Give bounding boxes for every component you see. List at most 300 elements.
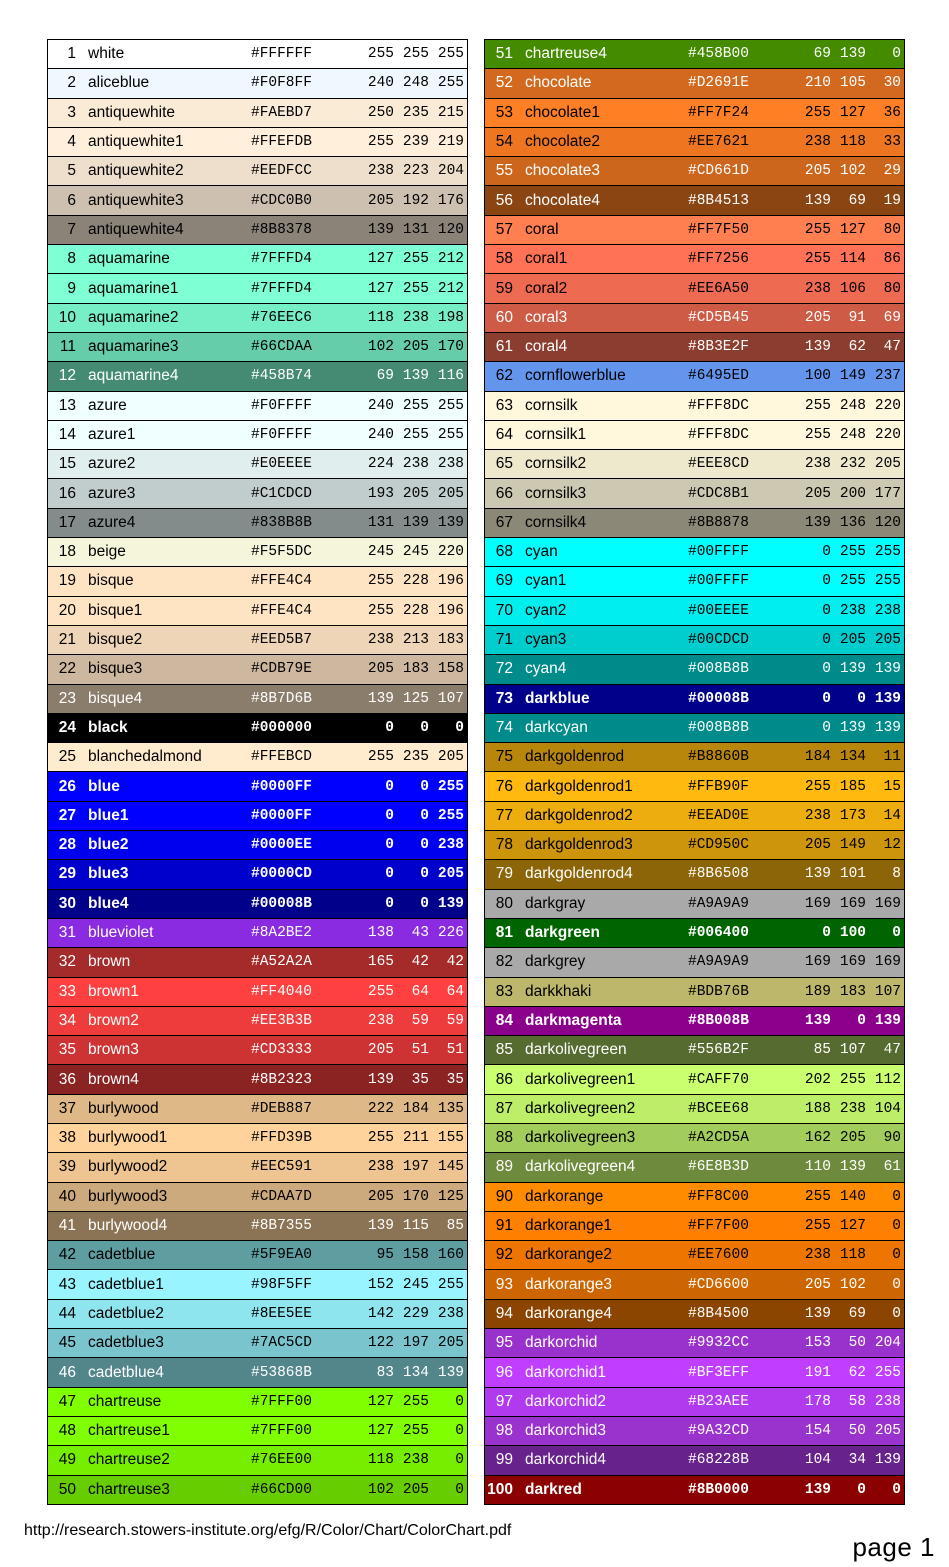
color-index: 59 (495, 279, 513, 297)
color-rgb (347, 632, 467, 648)
color-name: chartreuse3 (88, 1480, 170, 1498)
color-hex: #66CD00 (251, 1481, 312, 1498)
color-index: 64 (495, 426, 513, 443)
color-b: 33 (883, 134, 901, 151)
color-g: 107 (839, 1042, 866, 1059)
color-name: azure3 (88, 484, 136, 502)
color-name: brown (88, 953, 131, 971)
color-name: cyan4 (525, 660, 567, 678)
color-g: 211 (402, 1130, 429, 1147)
color-name: azure2 (88, 455, 136, 473)
color-g: 205 (402, 1481, 429, 1498)
color-hex: #EE6A50 (688, 280, 749, 297)
color-name: chocolate4 (525, 191, 600, 209)
color-hex: #8B008B (688, 1012, 749, 1029)
color-hex: #68228B (688, 1452, 749, 1469)
color-hex: #DEB887 (251, 1100, 312, 1117)
color-rgb (784, 456, 904, 472)
color-r: 152 (367, 1276, 394, 1293)
color-hex: #F5F5DC (251, 544, 312, 561)
color-g: 197 (402, 1335, 429, 1352)
color-r: 139 (804, 192, 831, 209)
color-index: 46 (58, 1363, 76, 1381)
color-hex: #008B8B (688, 719, 749, 736)
color-index: 68 (495, 543, 513, 561)
color-index: 69 (495, 572, 513, 590)
color-index: 95 (495, 1334, 513, 1352)
color-b: 255 (437, 1276, 464, 1293)
color-b: 205 (437, 485, 464, 502)
color-r: 240 (367, 397, 394, 414)
color-index: 100 (487, 1480, 513, 1498)
color-index: 35 (58, 1041, 76, 1059)
color-b: 139 (874, 1452, 901, 1469)
color-row (48, 890, 467, 918)
color-name: azure4 (88, 513, 136, 531)
color-b: 15 (883, 778, 901, 795)
color-rgb (347, 1394, 467, 1410)
color-table-right (484, 39, 905, 1505)
color-rgb (784, 1101, 904, 1117)
color-name: chocolate1 (525, 103, 600, 121)
color-r: 85 (813, 1042, 831, 1059)
color-rgb (347, 1482, 467, 1498)
color-r: 0 (822, 602, 831, 619)
color-row (48, 333, 467, 361)
color-r: 127 (367, 280, 394, 297)
color-rgb (784, 573, 904, 589)
color-r: 205 (367, 661, 394, 678)
color-rgb (784, 749, 904, 765)
color-row (48, 245, 467, 273)
color-b: 139 (874, 690, 901, 707)
color-g: 106 (839, 280, 866, 297)
color-g: 0 (420, 778, 429, 795)
color-b: 29 (883, 163, 901, 180)
color-g: 139 (839, 719, 866, 736)
color-g: 0 (420, 866, 429, 883)
color-name: chocolate2 (525, 133, 600, 151)
color-r: 193 (367, 485, 394, 502)
color-b: 64 (446, 983, 464, 1000)
color-name: blue3 (88, 865, 129, 883)
color-row (48, 567, 467, 595)
color-row (485, 40, 904, 68)
color-rgb (784, 866, 904, 882)
color-index: 90 (495, 1187, 513, 1205)
color-hex: #EEAD0E (688, 807, 749, 824)
color-rgb (784, 339, 904, 355)
color-row (48, 714, 467, 742)
color-g: 255 (839, 544, 866, 561)
color-rgb (784, 1452, 904, 1468)
color-row (485, 1124, 904, 1152)
color-row (48, 1036, 467, 1064)
color-r: 139 (804, 339, 831, 356)
color-r: 255 (804, 427, 831, 443)
color-rgb (784, 486, 904, 502)
color-row (48, 831, 467, 859)
color-r: 139 (367, 1218, 394, 1235)
color-index: 75 (495, 748, 513, 766)
color-b: 0 (892, 925, 901, 942)
color-rgb (784, 251, 904, 267)
color-rgb (784, 1130, 904, 1146)
color-b: 238 (437, 456, 464, 473)
color-rgb (784, 1394, 904, 1410)
color-hex: #00FFFF (688, 544, 749, 561)
color-index: 55 (495, 162, 513, 180)
color-hex: #A9A9A9 (688, 954, 749, 971)
color-rgb (347, 720, 467, 736)
color-index: 71 (495, 631, 513, 649)
color-r: 0 (385, 866, 394, 883)
color-g: 0 (420, 807, 429, 824)
color-g: 69 (848, 1305, 866, 1322)
color-index: 51 (495, 45, 513, 63)
color-index: 53 (495, 103, 513, 121)
color-name: aquamarine2 (88, 308, 179, 326)
color-r: 69 (376, 368, 394, 385)
color-row (48, 304, 467, 332)
color-g: 0 (420, 837, 429, 854)
color-row (485, 1212, 904, 1240)
color-g: 139 (839, 46, 866, 63)
color-g: 64 (411, 983, 429, 1000)
color-name: aquamarine (88, 250, 170, 268)
color-hex: #00008B (251, 895, 312, 912)
color-row (485, 919, 904, 947)
color-row (48, 40, 467, 68)
color-g: 43 (411, 925, 429, 942)
color-g: 127 (839, 221, 866, 238)
color-g: 255 (402, 427, 429, 443)
color-rgb (784, 1482, 904, 1498)
color-index: 36 (58, 1070, 76, 1088)
color-name: blue4 (88, 894, 129, 912)
color-g: 205 (402, 485, 429, 502)
color-index: 60 (495, 308, 513, 326)
color-b: 204 (874, 1335, 901, 1352)
color-hex: #FFE4C4 (251, 573, 312, 590)
color-hex: #FF7F50 (688, 221, 749, 238)
color-row (48, 538, 467, 566)
color-name: burlywood1 (88, 1129, 168, 1147)
color-row (485, 421, 904, 449)
color-b: 220 (874, 397, 901, 414)
color-hex: #8B8878 (688, 514, 749, 531)
color-name: brown2 (88, 1011, 139, 1029)
color-r: 104 (804, 1452, 831, 1469)
color-r: 154 (804, 1423, 831, 1440)
color-index: 86 (495, 1070, 513, 1088)
color-hex: #76EE00 (251, 1452, 312, 1469)
color-rgb (347, 281, 467, 297)
color-g: 139 (839, 1159, 866, 1176)
color-g: 0 (420, 895, 429, 912)
color-index: 31 (58, 924, 76, 942)
color-index: 34 (58, 1011, 76, 1029)
color-r: 205 (367, 192, 394, 209)
color-b: 80 (883, 221, 901, 238)
color-index: 49 (58, 1451, 76, 1469)
color-hex: #6E8B3D (688, 1159, 749, 1176)
color-row (48, 1300, 467, 1328)
color-row (48, 1388, 467, 1416)
color-index: 62 (495, 367, 513, 385)
color-index: 12 (58, 367, 76, 385)
color-index: 13 (58, 396, 76, 414)
color-b: 0 (455, 719, 464, 736)
color-name: darkmagenta (525, 1011, 622, 1029)
color-index: 38 (58, 1129, 76, 1147)
color-index: 2 (67, 74, 76, 92)
color-hex: #F0F8FF (251, 75, 312, 92)
color-hex: #8A2BE2 (251, 925, 312, 942)
color-hex: #7FFFD4 (251, 280, 312, 297)
color-hex: #CD5B45 (688, 309, 749, 326)
color-hex: #EE7621 (688, 134, 749, 151)
color-r: 238 (804, 807, 831, 824)
color-rgb (347, 1072, 467, 1088)
color-rgb (347, 163, 467, 179)
color-rgb (784, 515, 904, 531)
color-rgb (347, 515, 467, 531)
color-index: 54 (495, 133, 513, 151)
color-hex: #8B4513 (688, 192, 749, 209)
color-b: 36 (883, 104, 901, 121)
color-g: 105 (839, 75, 866, 92)
color-hex: #CDC8B1 (688, 485, 749, 502)
color-row (485, 450, 904, 478)
color-g: 134 (839, 749, 866, 766)
color-r: 122 (367, 1335, 394, 1352)
color-row (485, 157, 904, 185)
color-row (48, 216, 467, 244)
color-r: 245 (367, 544, 394, 561)
color-g: 205 (839, 632, 866, 649)
color-name: azure1 (88, 426, 136, 443)
color-name: darkorange4 (525, 1304, 613, 1322)
color-b: 0 (892, 46, 901, 63)
color-rgb (347, 837, 467, 853)
color-r: 165 (367, 954, 394, 971)
color-row (485, 743, 904, 771)
color-r: 250 (367, 104, 394, 121)
color-index: 26 (58, 777, 76, 795)
color-g: 115 (402, 1218, 429, 1235)
color-g: 255 (402, 397, 429, 414)
color-index: 9 (67, 279, 76, 297)
color-rgb (784, 1365, 904, 1381)
color-rgb (347, 1159, 467, 1175)
color-g: 228 (402, 602, 429, 619)
color-rgb (347, 1218, 467, 1234)
color-row (485, 978, 904, 1006)
color-name: brown4 (88, 1070, 139, 1088)
page-number: page 1 (852, 1532, 935, 1562)
color-row (48, 1007, 467, 1035)
color-r: 255 (367, 983, 394, 1000)
color-index: 1 (67, 45, 76, 63)
color-rgb (347, 544, 467, 560)
color-index: 72 (495, 660, 513, 678)
color-index: 99 (495, 1451, 513, 1469)
color-row (485, 1446, 904, 1474)
color-row (485, 1300, 904, 1328)
color-g: 184 (402, 1100, 429, 1117)
color-rgb (784, 1277, 904, 1293)
color-row (485, 890, 904, 918)
color-b: 0 (892, 1276, 901, 1293)
color-hex: #FF4040 (251, 983, 312, 1000)
color-index: 22 (58, 660, 76, 678)
color-row (48, 978, 467, 1006)
color-name: darkgoldenrod2 (525, 806, 633, 824)
color-rgb (784, 310, 904, 326)
color-g: 185 (839, 778, 866, 795)
color-g: 235 (402, 104, 429, 121)
color-rgb (347, 1423, 467, 1439)
color-rgb (347, 1189, 467, 1205)
color-index: 61 (495, 338, 513, 356)
color-name: darkolivegreen4 (525, 1158, 636, 1176)
color-g: 192 (402, 192, 429, 209)
color-r: 83 (376, 1364, 394, 1381)
color-row (48, 919, 467, 947)
color-row (485, 567, 904, 595)
color-g: 0 (420, 719, 429, 736)
color-rgb (784, 808, 904, 824)
color-row (48, 362, 467, 390)
color-b: 238 (437, 837, 464, 854)
color-name: black (88, 718, 128, 736)
color-r: 255 (367, 602, 394, 619)
color-hex: #F0FFFF (251, 397, 312, 414)
color-index: 28 (58, 836, 76, 854)
color-row (485, 831, 904, 859)
color-hex: #8B2323 (251, 1071, 312, 1088)
color-g: 200 (839, 485, 866, 502)
color-rgb (784, 691, 904, 707)
color-hex: #CDAA7D (251, 1188, 312, 1205)
color-rgb (784, 1247, 904, 1263)
color-index: 40 (58, 1187, 76, 1205)
color-r: 238 (804, 456, 831, 473)
color-b: 0 (455, 1452, 464, 1469)
color-name: cornflowerblue (525, 367, 626, 385)
color-rgb (784, 1335, 904, 1351)
color-r: 188 (804, 1100, 831, 1117)
color-g: 170 (402, 1188, 429, 1205)
color-name: chartreuse4 (525, 45, 607, 63)
color-hex: #FFB90F (688, 778, 749, 795)
color-row (48, 685, 467, 713)
color-b: 0 (455, 1481, 464, 1498)
color-r: 162 (804, 1130, 831, 1147)
color-row (48, 1329, 467, 1357)
color-name: darkorange1 (525, 1217, 613, 1235)
color-name: darkolivegreen3 (525, 1129, 636, 1147)
color-r: 205 (367, 1188, 394, 1205)
color-row (48, 1446, 467, 1474)
color-hex: #66CDAA (251, 339, 312, 356)
color-hex: #8B7355 (251, 1218, 312, 1235)
color-b: 104 (874, 1100, 901, 1117)
color-b: 205 (874, 1423, 901, 1440)
color-hex: #FFD39B (251, 1130, 312, 1147)
color-r: 139 (804, 1481, 831, 1498)
color-r: 139 (367, 1071, 394, 1088)
color-b: 120 (437, 221, 464, 238)
color-row (485, 1183, 904, 1211)
color-hex: #9A32CD (688, 1423, 749, 1440)
color-g: 134 (402, 1364, 429, 1381)
color-r: 127 (367, 251, 394, 268)
color-name: burlywood4 (88, 1217, 168, 1235)
color-rgb (347, 105, 467, 121)
color-rgb (347, 1042, 467, 1058)
color-b: 212 (437, 251, 464, 268)
color-hex: #00CDCD (688, 632, 749, 649)
color-index: 82 (495, 953, 513, 971)
color-r: 224 (367, 456, 394, 473)
color-b: 255 (437, 427, 464, 443)
color-rgb (347, 193, 467, 209)
color-hex: #000000 (251, 719, 312, 736)
color-name: darkorange3 (525, 1275, 613, 1293)
color-hex: #0000FF (251, 778, 312, 795)
color-g: 238 (839, 602, 866, 619)
color-name: antiquewhite (88, 103, 176, 121)
color-hex: #CD6600 (688, 1276, 749, 1293)
color-g: 238 (402, 456, 429, 473)
color-r: 127 (367, 1393, 394, 1410)
color-rgb (347, 368, 467, 384)
color-row (48, 655, 467, 683)
color-r: 139 (804, 1305, 831, 1322)
color-row (48, 274, 467, 302)
color-g: 169 (839, 895, 866, 912)
color-name: aquamarine3 (88, 338, 179, 356)
color-b: 177 (874, 485, 901, 502)
color-g: 248 (402, 75, 429, 92)
color-b: 120 (874, 514, 901, 531)
color-b: 183 (437, 632, 464, 649)
color-index: 77 (495, 806, 513, 824)
color-b: 80 (883, 280, 901, 297)
color-name: darkgray (525, 894, 586, 912)
color-name: blue (88, 777, 120, 795)
color-rgb (347, 573, 467, 589)
color-index: 76 (495, 777, 513, 795)
color-b: 255 (437, 46, 464, 63)
color-g: 197 (402, 1159, 429, 1176)
color-b: 0 (892, 1188, 901, 1205)
color-row (485, 128, 904, 156)
color-g: 51 (411, 1042, 429, 1059)
color-g: 35 (411, 1071, 429, 1088)
color-index: 48 (58, 1422, 76, 1440)
color-r: 139 (804, 1012, 831, 1029)
color-g: 136 (839, 514, 866, 531)
color-g: 140 (839, 1188, 866, 1205)
color-hex: #556B2F (688, 1042, 749, 1059)
color-rgb (784, 1042, 904, 1058)
color-row (48, 1212, 467, 1240)
color-rgb (784, 134, 904, 150)
color-b: 139 (874, 661, 901, 678)
